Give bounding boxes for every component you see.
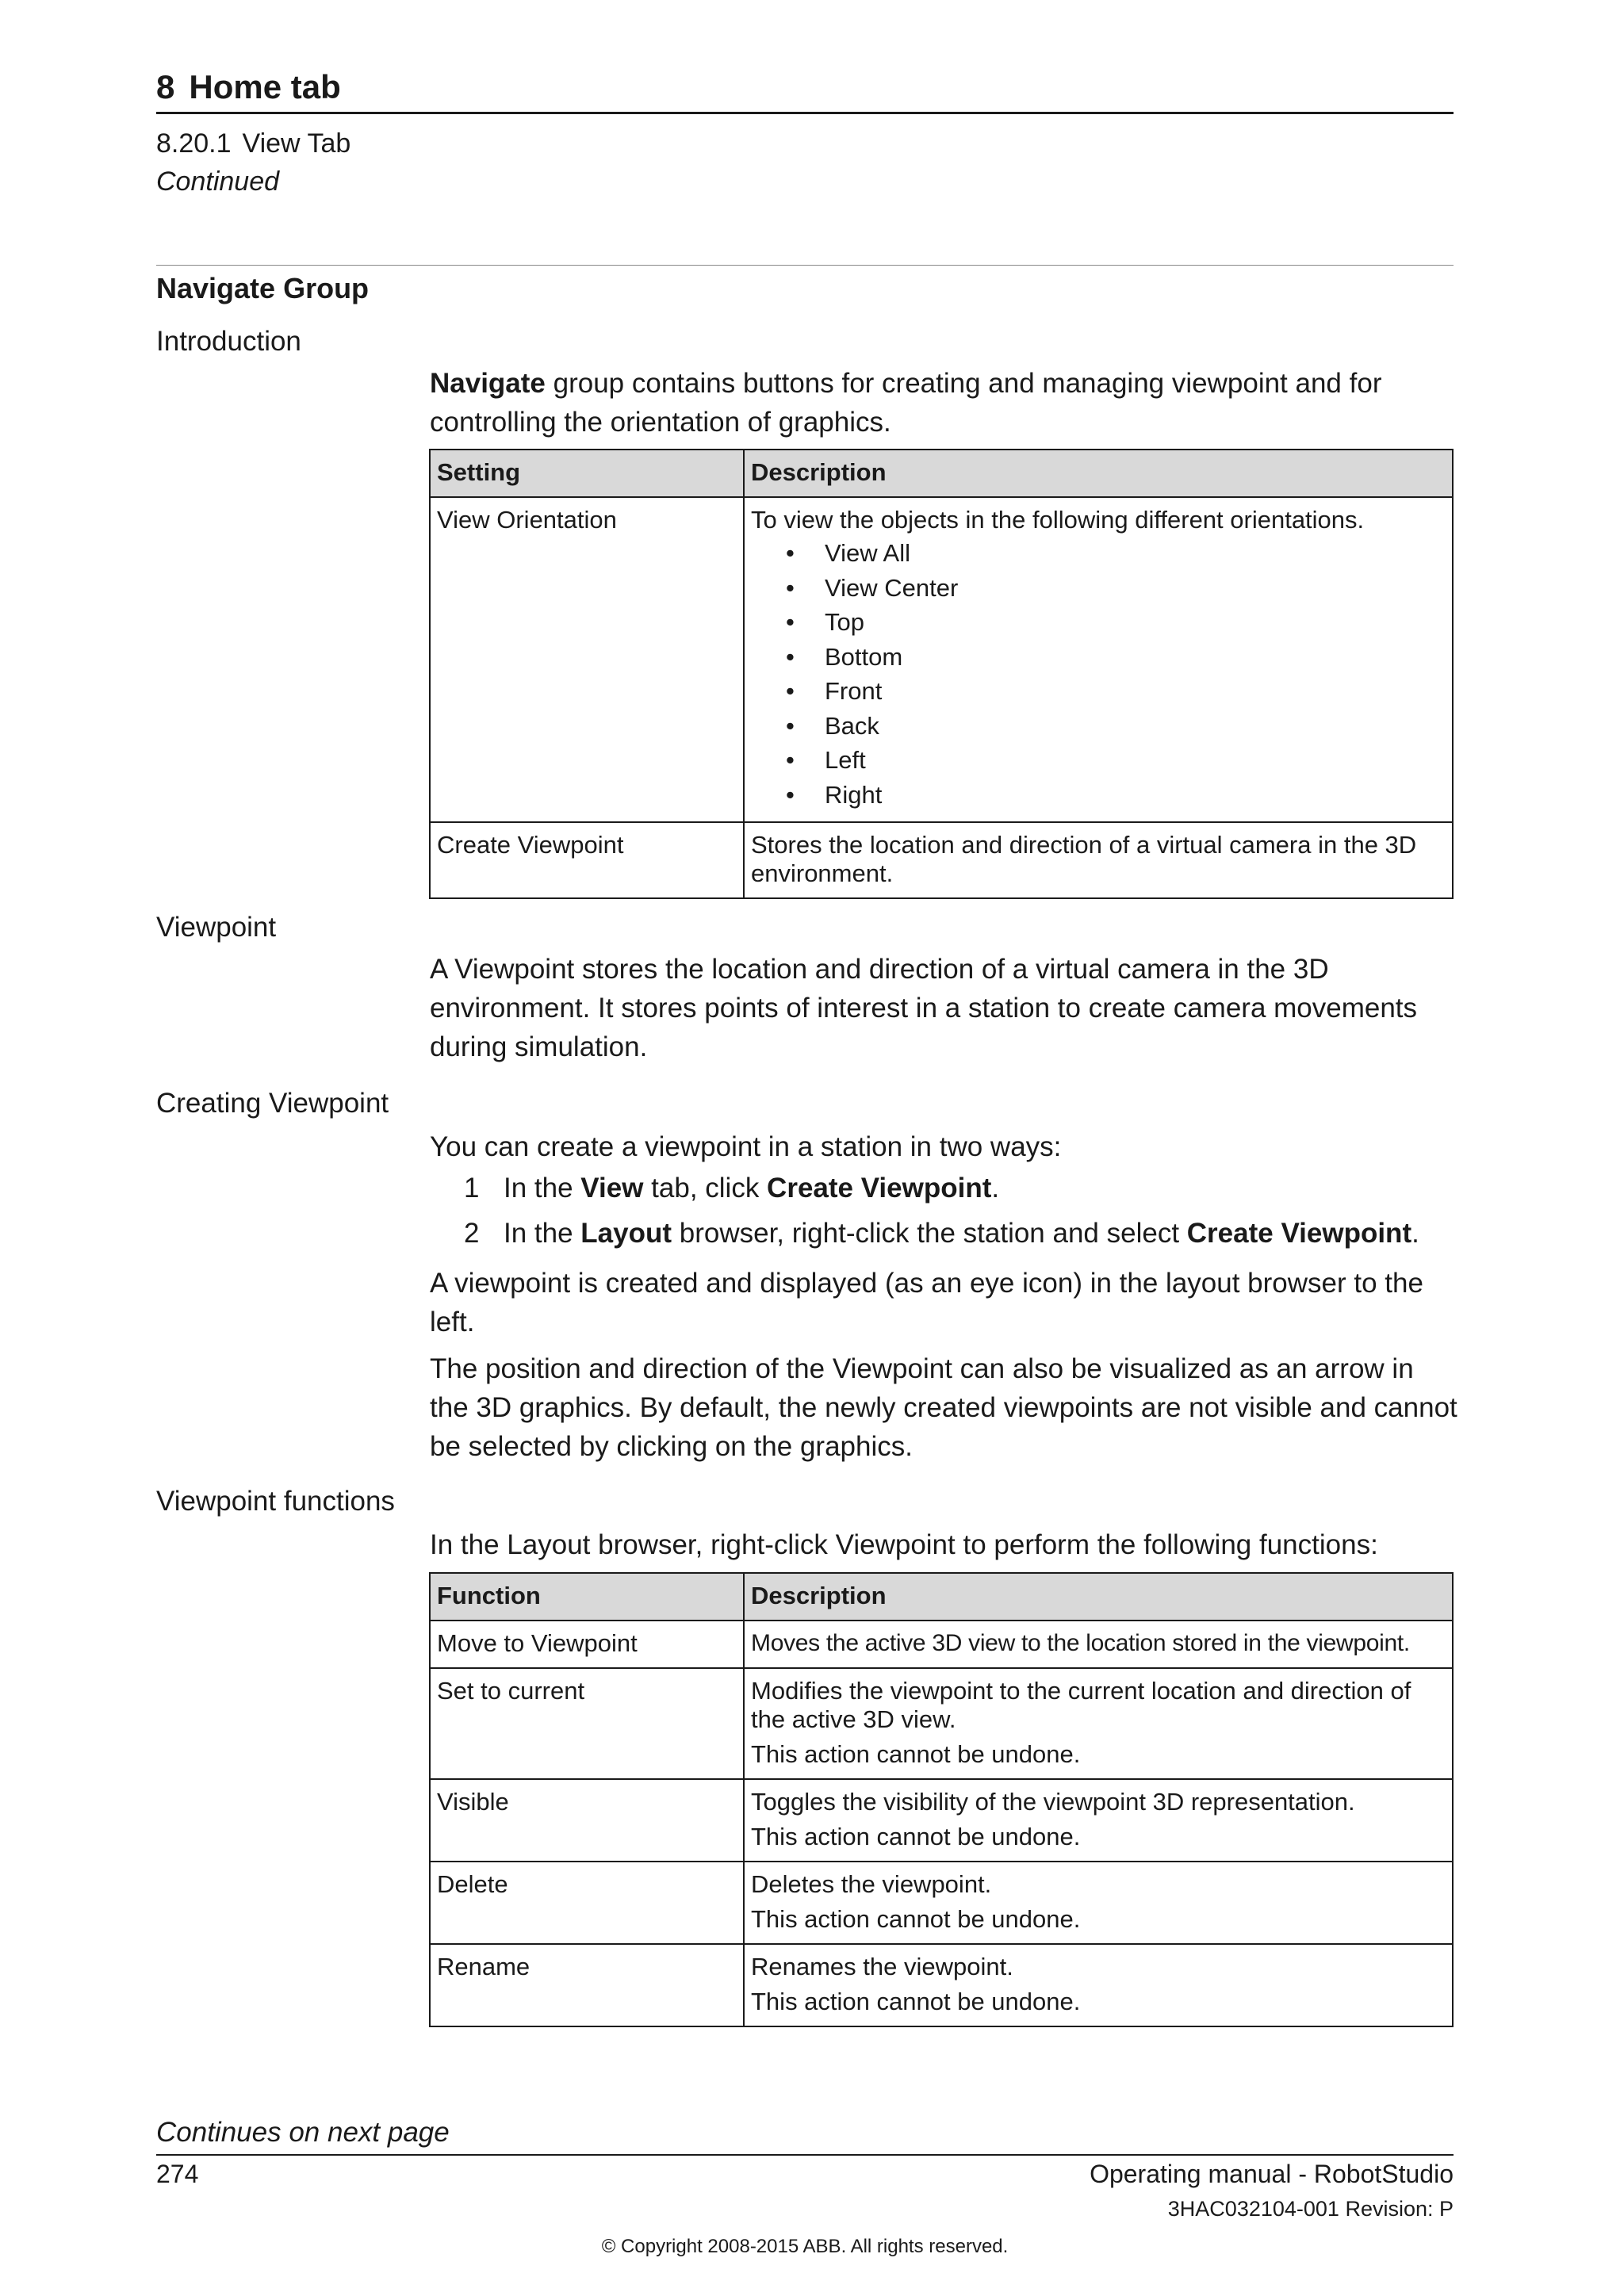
list-item: • Back <box>786 711 879 740</box>
navigate-bold: Navigate <box>430 368 546 399</box>
function-cell: Visible <box>430 1779 744 1862</box>
undo-note: This action cannot be undone. <box>751 1905 1081 1933</box>
viewpoint-functions-intro: In the Layout browser, right-click Viewpoint to perform the following functions: <box>430 1529 1378 1560</box>
section-number: 8.20.1 <box>156 128 232 159</box>
undo-note: This action cannot be undone. <box>751 1823 1081 1850</box>
copyright-notice: © Copyright 2008-2015 ABB. All rights reserved. <box>601 2236 1009 2257</box>
viewpoint-functions-heading: Viewpoint functions <box>156 1486 395 1517</box>
settings-table <box>429 449 1454 899</box>
table-row <box>430 1668 1453 1779</box>
table-row <box>430 1944 1453 2026</box>
undo-note: This action cannot be undone. <box>751 1988 1081 2015</box>
table-row <box>430 1779 1453 1862</box>
viewpoint-text: A Viewpoint stores the location and direction of a virtual camera in the 3D environment. It stores points of interest in a station to create camera movements during simulation. <box>430 954 1418 1062</box>
column-header-setting: Setting <box>430 450 744 497</box>
creating-viewpoint-heading: Creating Viewpoint <box>156 1088 389 1119</box>
table-row <box>430 497 1453 822</box>
column-header-function: Function <box>430 1573 744 1621</box>
list-item: • Left <box>786 746 866 774</box>
column-header-description: Description <box>744 450 1453 497</box>
description-cell: Modifies the viewpoint to the current location and direction of the active 3D view. This action cannot be undone. <box>744 1668 1453 1779</box>
function-cell: Set to current <box>430 1668 744 1779</box>
group-divider <box>156 265 1454 266</box>
list-item: • View Center <box>786 573 959 602</box>
list-item: • Bottom <box>786 642 903 671</box>
table-header-row <box>430 450 1453 497</box>
document-id: 3HAC032104-001 Revision: P <box>1167 2197 1454 2221</box>
section-reference <box>156 128 350 159</box>
description-cell: Moves the active 3D view to the location stored in the viewpoint. <box>744 1621 1453 1668</box>
manual-title: Operating manual - RobotStudio <box>1090 2160 1454 2188</box>
viewpoint-heading: Viewpoint <box>156 912 277 943</box>
table-row <box>430 1862 1453 1944</box>
creating-viewpoint-intro: You can create a viewpoint in a station in two ways: <box>430 1131 1062 1162</box>
continues-on-next-page: Continues on next page <box>156 2117 450 2148</box>
list-item: • Top <box>786 608 864 636</box>
footer-rule <box>156 2154 1454 2156</box>
orientation-list <box>751 536 1446 812</box>
viewpoint-created-text: A viewpoint is created and displayed (as an eye icon) in the layout browser to the left. <box>430 1268 1423 1337</box>
navigate-group-heading: Navigate Group <box>156 272 370 304</box>
viewpoint-arrow-text: The position and direction of the Viewpoint can also be visualized as an arrow in the 3D graphics. By default, the newly created viewpoints are not visible and cannot be selected by clicking on the graphics. <box>430 1353 1457 1462</box>
column-header-description: Description <box>744 1573 1453 1621</box>
step-item: 2 In the Layout browser, right-click the station and select Create Viewpoint. <box>464 1218 1419 1249</box>
chapter-title <box>156 68 341 106</box>
continued-label: Continued <box>156 166 280 197</box>
description-cell: Toggles the visibility of the viewpoint 3D representation. This action cannot be undone. <box>744 1779 1453 1862</box>
function-cell: Move to Viewpoint <box>430 1621 744 1668</box>
setting-cell: Create Viewpoint <box>430 822 744 898</box>
list-item: • View All <box>786 539 910 567</box>
introduction-text <box>430 364 1457 442</box>
description-text: To view the objects in the following different orientations. <box>751 506 1365 534</box>
introduction-heading: Introduction <box>156 326 301 357</box>
page-number: 274 <box>156 2160 199 2188</box>
description-cell: Stores the location and direction of a virtual camera in the 3D environment. <box>744 822 1453 898</box>
function-cell: Rename <box>430 1944 744 2026</box>
table-row <box>430 822 1453 898</box>
list-item: • Right <box>786 780 883 809</box>
undo-note: This action cannot be undone. <box>751 1740 1081 1768</box>
section-title: View Tab <box>242 128 351 159</box>
description-cell <box>744 497 1453 822</box>
chapter-number: 8 <box>156 68 175 105</box>
list-item: • Front <box>786 677 883 705</box>
table-header-row <box>430 1573 1453 1621</box>
table-row <box>430 1621 1453 1668</box>
step-item: 1 In the View tab, click Create Viewpoint. <box>464 1173 1000 1203</box>
function-cell: Delete <box>430 1862 744 1944</box>
chapter-title-text: Home tab <box>189 68 341 105</box>
header-rule <box>156 112 1454 114</box>
description-cell: Deletes the viewpoint. This action cannot be undone. <box>744 1862 1453 1944</box>
functions-table <box>429 1572 1454 2027</box>
introduction-rest: group contains buttons for creating and managing viewpoint and for controlling the orientation of graphics. <box>430 368 1382 438</box>
setting-cell: View Orientation <box>430 497 744 822</box>
description-cell: Renames the viewpoint. This action cannot be undone. <box>744 1944 1453 2026</box>
